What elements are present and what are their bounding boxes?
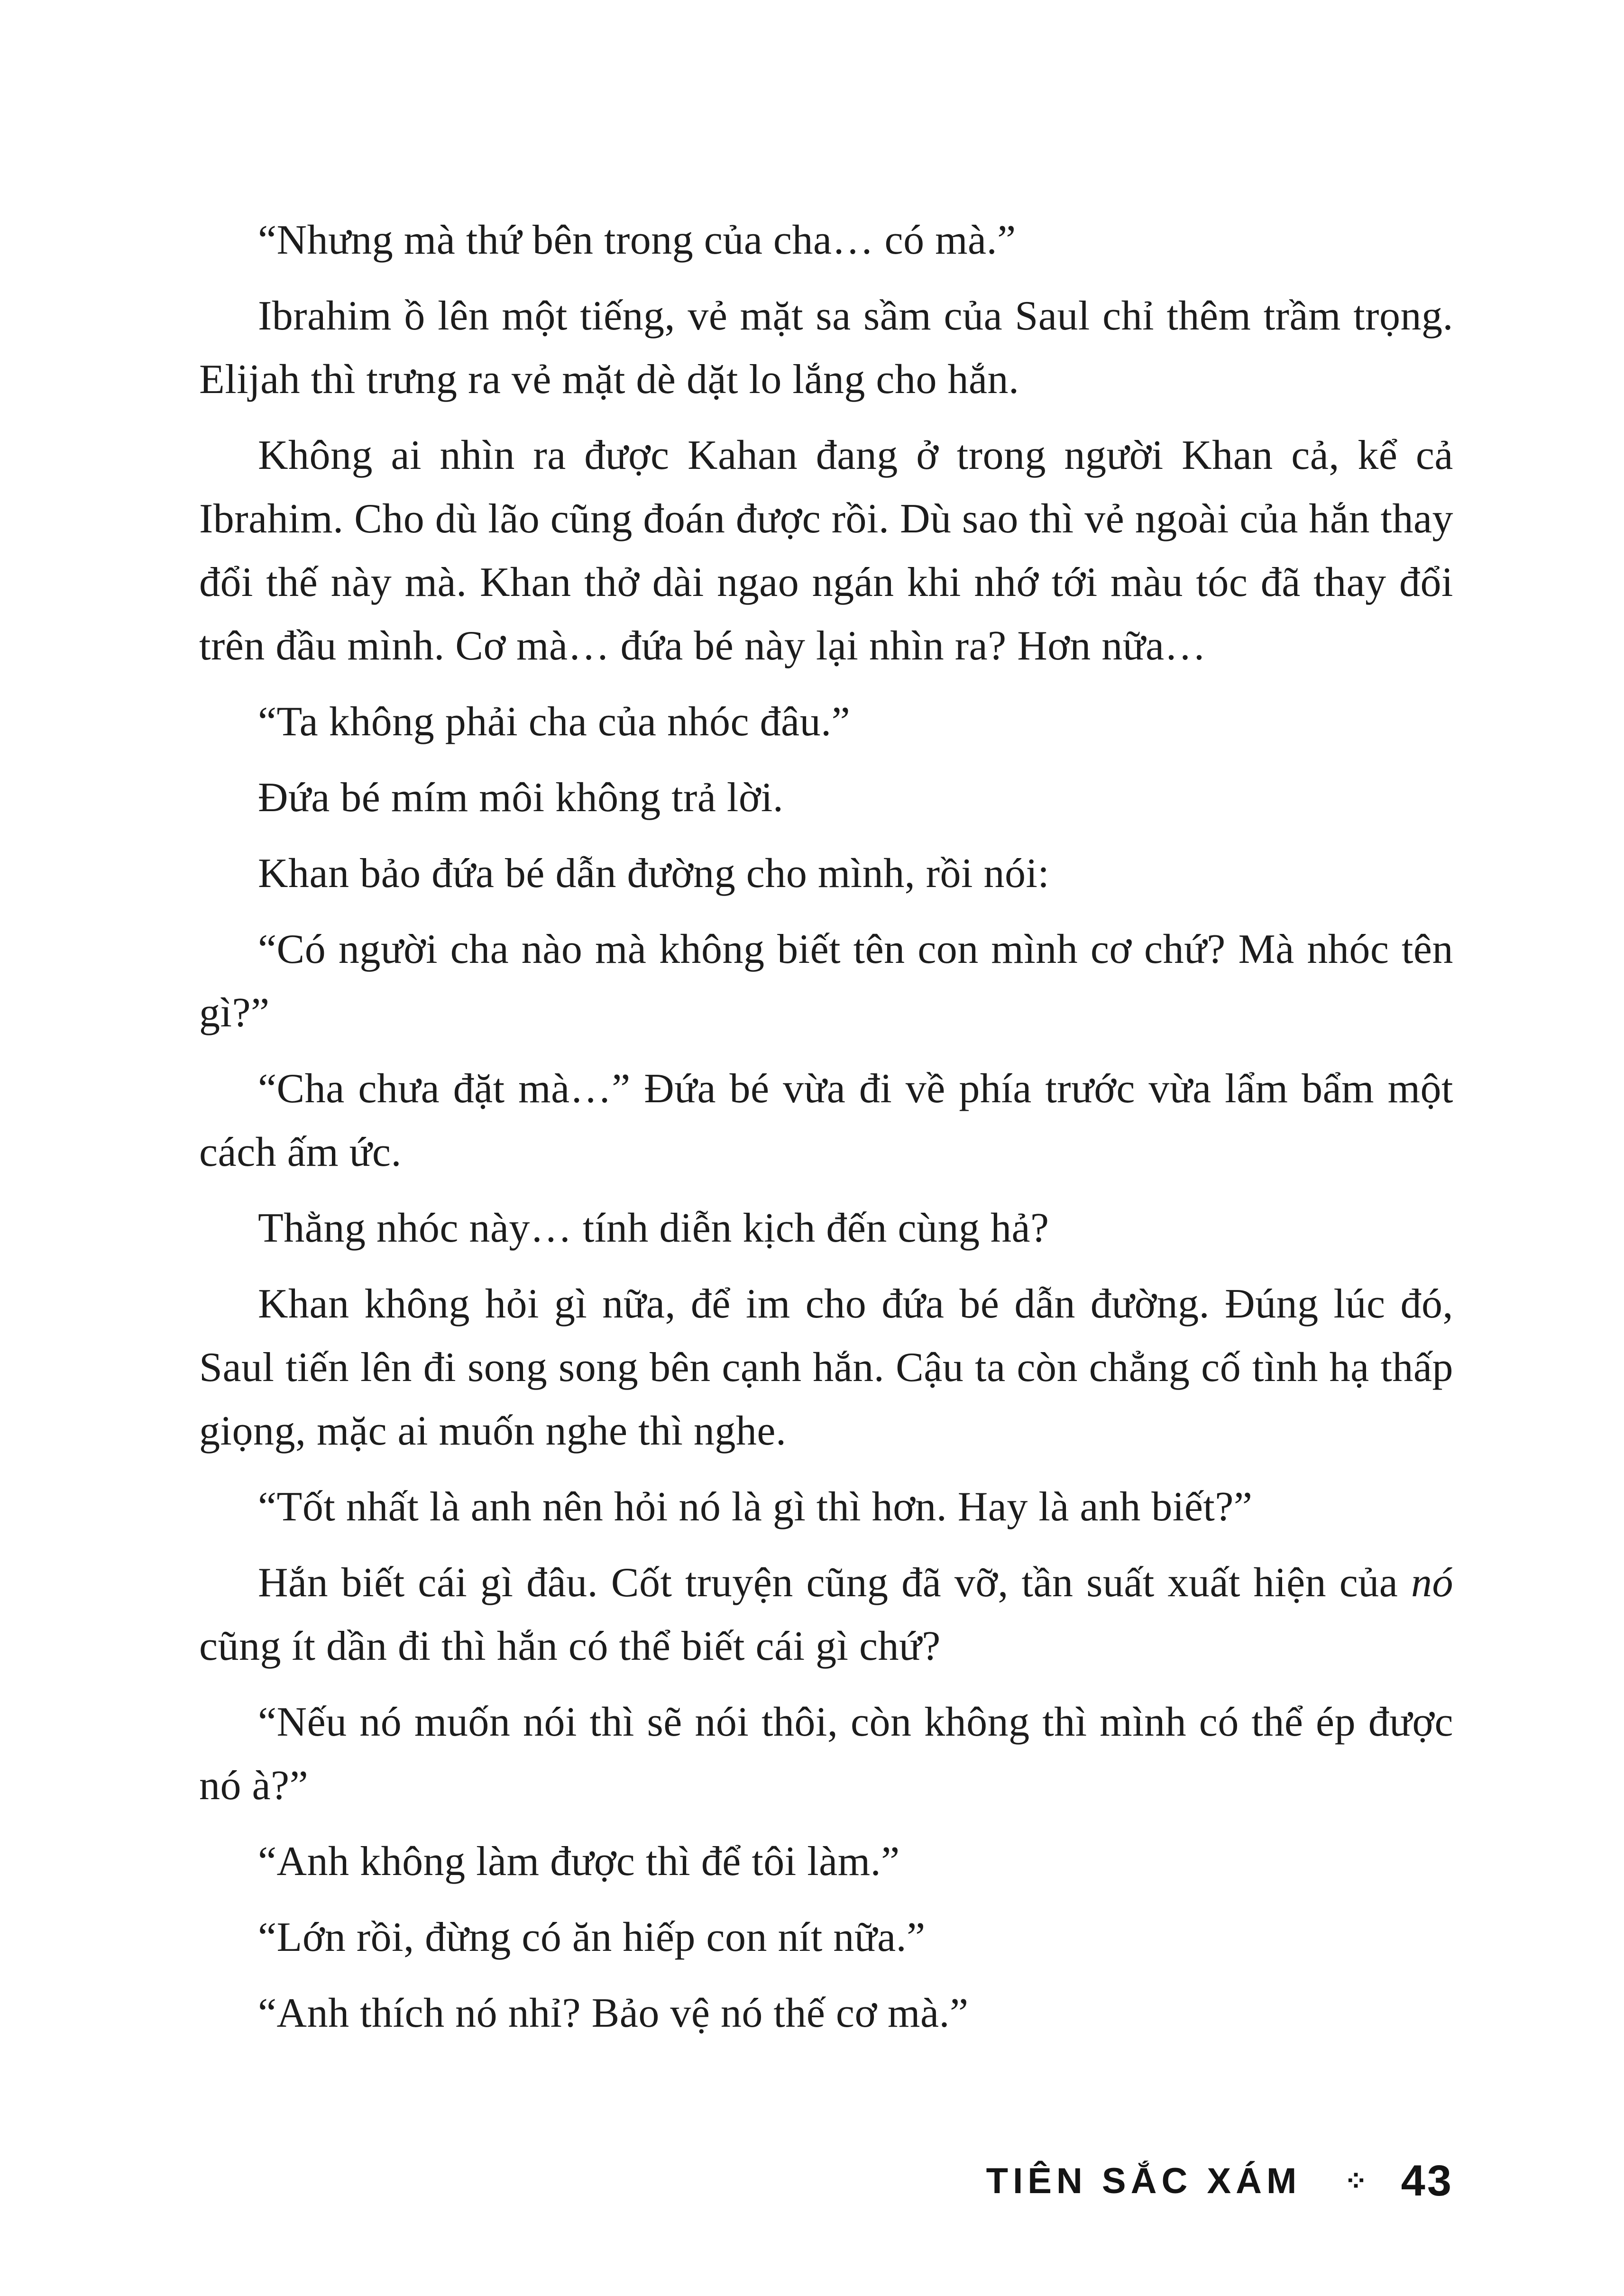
paragraph: “Lớn rồi, đừng có ăn hiếp con nít nữa.” [258, 1914, 926, 1960]
page-text-block [199, 209, 1453, 2058]
paragraph: Ibrahim ồ lên một tiếng, vẻ mặt sa sầm của Saul chỉ thêm trầm trọng. Elijah thì trưng ra vẻ mặt dè dặt lo lắng cho hắn. [199, 293, 1453, 402]
footer-divider-icon: ⁘ [1344, 2165, 1368, 2197]
paragraph: “Nhưng mà thứ bên trong của cha… có mà.” [258, 217, 1016, 263]
paragraph: Thằng nhóc này… tính diễn kịch đến cùng hả? [258, 1205, 1049, 1251]
paragraph: Không ai nhìn ra được Kahan đang ở trong người Khan cả, kể cả Ibrahim. Cho dù lão cũng đoán được rồi. Dù sao thì vẻ ngoài của hắn thay đổi thế này mà. Khan thở dài ngao ngán khi nhớ tới màu tóc đã thay đổi trên đầu mình. Cơ mà… đứa bé này lại nhìn ra? Hơn nữa… [199, 432, 1453, 669]
paragraph: “Cha chưa đặt mà…” Đứa bé vừa đi về phía trước vừa lẩm bẩm một cách ấm ức. [199, 1066, 1453, 1175]
paragraph: “Tốt nhất là anh nên hỏi nó là gì thì hơn. Hay là anh biết?” [258, 1484, 1253, 1530]
paragraph-text: Hắn biết cái gì đâu. Cốt truyện cũng đã vỡ, tần suất xuất hiện của [258, 1560, 1411, 1606]
page-number: 43 [1401, 2157, 1453, 2205]
paragraph: Khan không hỏi gì nữa, để im cho đứa bé dẫn đường. Đúng lúc đó, Saul tiến lên đi song song bên cạnh hắn. Cậu ta còn chẳng cố tình hạ thấp giọng, mặc ai muốn nghe thì nghe. [199, 1281, 1453, 1454]
paragraph: “Anh thích nó nhỉ? Bảo vệ nó thế cơ mà.” [258, 1990, 969, 2036]
paragraph: “Có người cha nào mà không biết tên con mình cơ chứ? Mà nhóc tên gì?” [199, 926, 1453, 1036]
paragraph: “Anh không làm được thì để tôi làm.” [258, 1839, 900, 1884]
paragraph: Đứa bé mím môi không trả lời. [258, 775, 784, 821]
paragraph: “Ta không phải cha của nhóc đâu.” [258, 699, 851, 745]
paragraph-with-italic [199, 1551, 1453, 1678]
paragraph: “Nếu nó muốn nói thì sẽ nói thôi, còn không thì mình có thể ép được nó à?” [199, 1699, 1453, 1809]
page-footer [986, 2156, 1453, 2206]
paragraph: Khan bảo đứa bé dẫn đường cho mình, rồi nói: [258, 851, 1050, 896]
paragraph-text: cũng ít dần đi thì hắn có thể biết cái gì chứ? [199, 1623, 941, 1669]
italic-word: nó [1411, 1560, 1453, 1606]
footer-book-title: TIÊN SẮC XÁM [986, 2161, 1302, 2201]
